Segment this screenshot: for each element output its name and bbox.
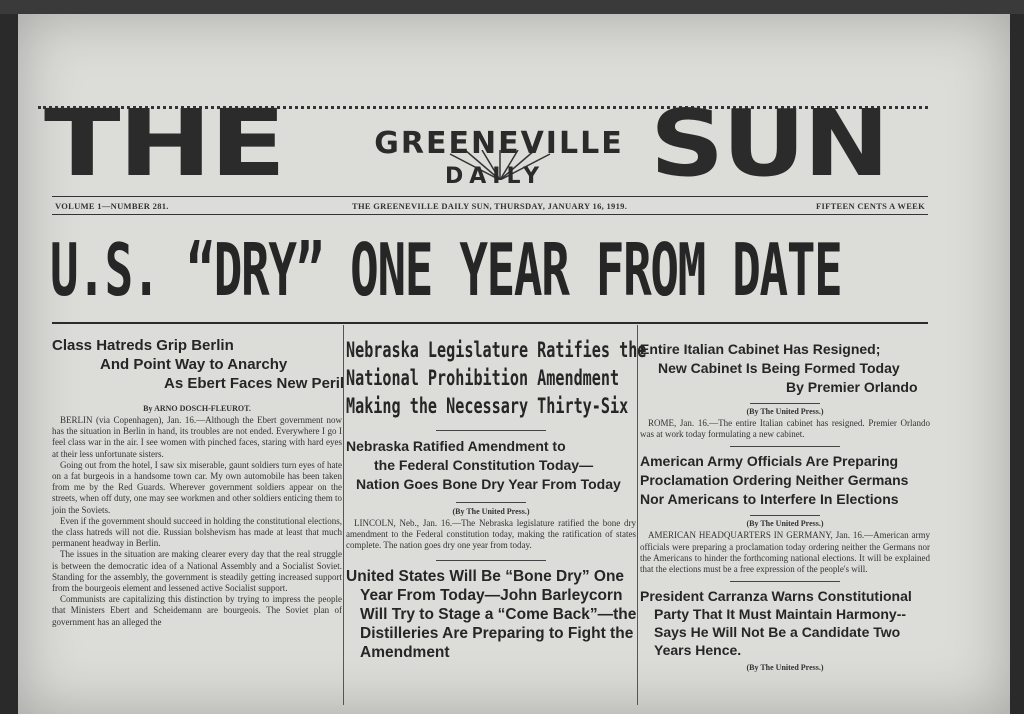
right-headline-7: President Carranza Warns Constitutional — [640, 588, 912, 605]
middle-paragraph: LINCOLN, Neb., Jan. 16.—The Nebraska legislature ratified the bone dry amendment to the Federal constitution today, making the ratification of states complete. The nation goes dry one year from today. — [346, 518, 636, 551]
middle-rule — [436, 430, 546, 431]
right-byline-3: (By The United Press.) — [746, 663, 824, 673]
left-byline: By ARNO DOSCH-FLEUROT. — [143, 404, 251, 413]
right-headline-6: Nor Americans to Interfere In Elections — [640, 491, 899, 508]
left-column — [52, 336, 345, 628]
middle-headline-8: Amendment — [360, 643, 450, 661]
main-headline: U.S. “DRY” ONE YEAR FROM DATE — [50, 228, 842, 312]
left-headline-2: And Point Way to Anarchy — [100, 356, 288, 373]
dateline-bottom-rule — [52, 214, 928, 215]
right-rule-2 — [730, 446, 840, 447]
column-divider-right — [637, 325, 638, 705]
left-paragraph: BERLIN (via Copenhagen), Jan. 16.—Although the Ebert government now has the situation in Berlin in hand, its troubles are not ended. Everywhere I go I feel class war in the air. I see women with pinched faces, staring with hard eyes at their less unfortunate sisters. — [52, 415, 342, 459]
right-paragraph: AMERICAN HEADQUARTERS IN GERMANY, Jan. 16.—American army officials were preparing a proclamation today ordering neither the Germans nor the Americans to hinder the forthcoming national elections. It will be explained that the elections must be a free expression of the people's will. — [640, 530, 930, 575]
masthead-sun: SUN — [650, 90, 888, 197]
right-headline-8: Party That It Must Maintain Harmony-- — [654, 606, 907, 623]
right-headline-3: By Premier Orlando — [786, 379, 918, 395]
right-headline-1: Entire Italian Cabinet Has Resigned; — [640, 341, 881, 357]
middle-headline-1: Nebraska Legislature Ratifies the — [346, 338, 647, 362]
dateline-top-rule — [52, 196, 928, 197]
middle-subhead-3: Nation Goes Bone Dry Year From Today — [356, 476, 621, 492]
right-headline-2: New Cabinet Is Being Formed Today — [658, 360, 900, 376]
left-paragraph: Even if the government should succeed in holding the constitutional elections, the class hatreds will not die. Russian bolshevism has made at least that much permanent headway in Berlin. — [52, 515, 342, 549]
volume-number: VOLUME 1—NUMBER 281. — [55, 201, 169, 211]
left-article-body — [52, 415, 342, 628]
middle-byline: (By The United Press.) — [452, 507, 530, 516]
right-rule-4 — [730, 581, 840, 582]
left-headline-3: As Ebert Faces New Peril — [164, 375, 345, 392]
left-paragraph: Going out from the hotel, I saw six miserable, gaunt soldiers turn eyes of hate on a fat burgeois in a handsome town car. My own automobile has been taken from me by the Red Guards. Wherever government soldiers appear on the streets, when off duty, one may see workmen and other soldiers enticing them to join the Soviets. — [52, 459, 342, 515]
right-byline-2: (By The United Press.) — [746, 519, 824, 529]
middle-headline-3: Making the Necessary Thirty-Six — [346, 394, 629, 418]
left-headline-1: Class Hatreds Grip Berlin — [52, 337, 234, 354]
masthead-greeneville: GREENEVILLE — [374, 126, 624, 161]
middle-headline-5: Year From Today—John Barleycorn — [360, 586, 623, 604]
headline-rule — [52, 322, 928, 324]
left-paragraph: Communists are capitalizing this distinction by trying to impress the people that Ministers Ebert and Scheidemann are bourgeois. The Soviet plan of government has an alleged the — [52, 594, 342, 627]
middle-column — [346, 336, 647, 662]
right-headline-9: Says He Will Not Be a Candidate Two — [654, 624, 901, 641]
dateline: THE GREENEVILLE DAILY SUN, THURSDAY, JANUARY 16, 1919. — [352, 201, 628, 211]
middle-rule-2 — [456, 502, 526, 503]
right-rule-3 — [750, 515, 820, 516]
middle-headline-6: Will Try to Stage a “Come Back”—the — [360, 605, 637, 623]
middle-subhead-1: Nebraska Ratified Amendment to — [346, 438, 566, 454]
middle-rule-3 — [436, 560, 546, 561]
masthead-the: THE — [44, 90, 284, 197]
middle-headline-2: National Prohibition Amendment — [346, 366, 620, 390]
middle-article-body — [346, 518, 636, 552]
right-headline-5: Proclamation Ordering Neither Germans — [640, 472, 909, 489]
photo-background — [0, 0, 1024, 14]
left-paragraph: The issues in the situation are making clearer every day that the real struggle is between the democratic idea of a National Assembly and a Socialist Soviet. Standing for the assembly, the government is steadily getting increased support from the bourgeois element and lessened active Socialist support. — [52, 549, 342, 594]
right-rule-1 — [750, 403, 820, 404]
middle-headline-7: Distilleries Are Preparing to Fight the — [360, 624, 634, 642]
price: FIFTEEN CENTS A WEEK — [816, 201, 926, 211]
right-column — [640, 340, 930, 672]
right-article-body-1 — [640, 418, 930, 440]
masthead-daily: DAILY — [445, 164, 545, 189]
right-byline-1: (By The United Press.) — [746, 407, 824, 416]
middle-headline-4: United States Will Be “Bone Dry” One — [346, 567, 625, 585]
right-headline-10: Years Hence. — [654, 642, 742, 659]
right-headline-4: American Army Officials Are Preparing — [640, 453, 899, 470]
middle-subhead-2: the Federal Constitution Today— — [374, 457, 594, 473]
right-article-body-2 — [640, 530, 930, 575]
right-paragraph: ROME, Jan. 16.—The entire Italian cabinet has resigned. Premier Orlando was at work today formulating a new cabinet. — [640, 418, 930, 440]
